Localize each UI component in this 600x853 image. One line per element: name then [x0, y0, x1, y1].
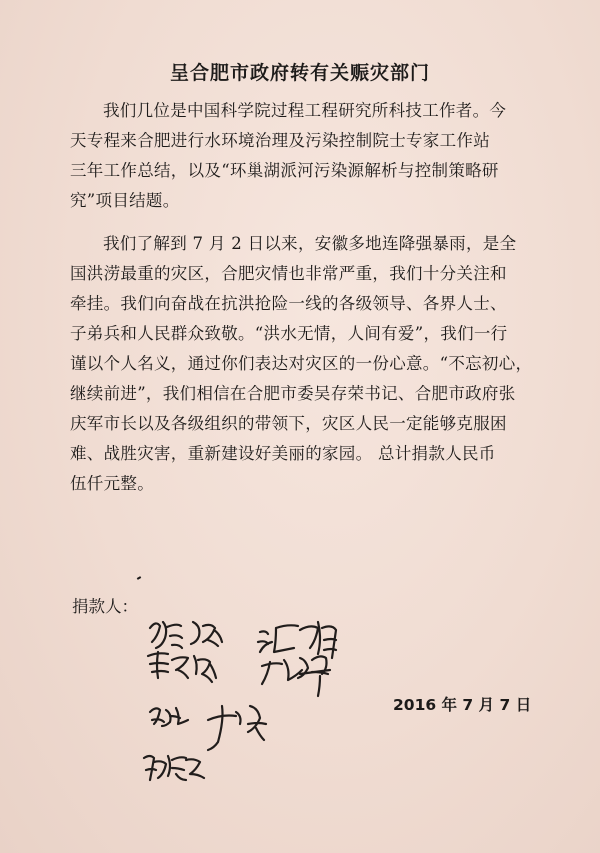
paragraph-line: 牵挂。我们向奋战在抗洪抢险一线的各级领导、各界人士、: [70, 294, 507, 313]
paragraph-donation: [70, 229, 552, 499]
signature-1: [150, 622, 222, 648]
ink-mark: [137, 576, 141, 580]
signature-4: [262, 656, 330, 696]
signature-6: [208, 706, 266, 750]
paragraph-line: 伍仟元整。: [70, 474, 154, 493]
signature-3: [148, 652, 216, 682]
paragraph-line: 庆军市长以及各级组织的带领下，灾区人民一定能够克服困: [70, 414, 507, 433]
paragraph-line: 天专程来合肥进行水环境治理及污染控制院士专家工作站: [70, 131, 490, 150]
paragraph-line: 难、战胜灾害，重新建设好美丽的家园。 总计捐款人民币: [70, 444, 496, 463]
paragraph-line: 谨以个人名义，通过你们表达对灾区的一份心意。“不忘初心，: [70, 354, 533, 373]
paragraph-line: 继续前进”，我们相信在合肥市委吴存荣书记、合肥市政府张: [70, 384, 516, 403]
signature-5: [150, 708, 188, 726]
signature-2: [258, 622, 336, 658]
paragraph-line: 子弟兵和人民群众致敬。“洪水无情，人间有爱”，我们一行: [70, 324, 508, 343]
letter-title: 呈合肥市政府转有关赈灾部门: [169, 62, 430, 84]
paragraph-line: 究”项目结题。: [70, 191, 180, 210]
paragraph-line: 国洪涝最重的灾区，合肥灾情也非常严重，我们十分关注和: [70, 264, 507, 283]
letter-date: 2016 年 7 月 7 日: [393, 696, 532, 714]
paragraph-line: 我们几位是中国科学院过程工程研究所科技工作者。今: [103, 101, 507, 120]
paragraph-line: 三年工作总结，以及“环巢湖派河污染源解析与控制策略研: [70, 161, 499, 180]
signature-7: [144, 756, 204, 780]
paragraph-intro: [70, 96, 552, 216]
paragraph-line: 我们了解到 7 月 2 日以来，安徽多地连降强暴雨，是全: [103, 234, 517, 253]
donors-label: 捐款人：: [72, 597, 138, 616]
